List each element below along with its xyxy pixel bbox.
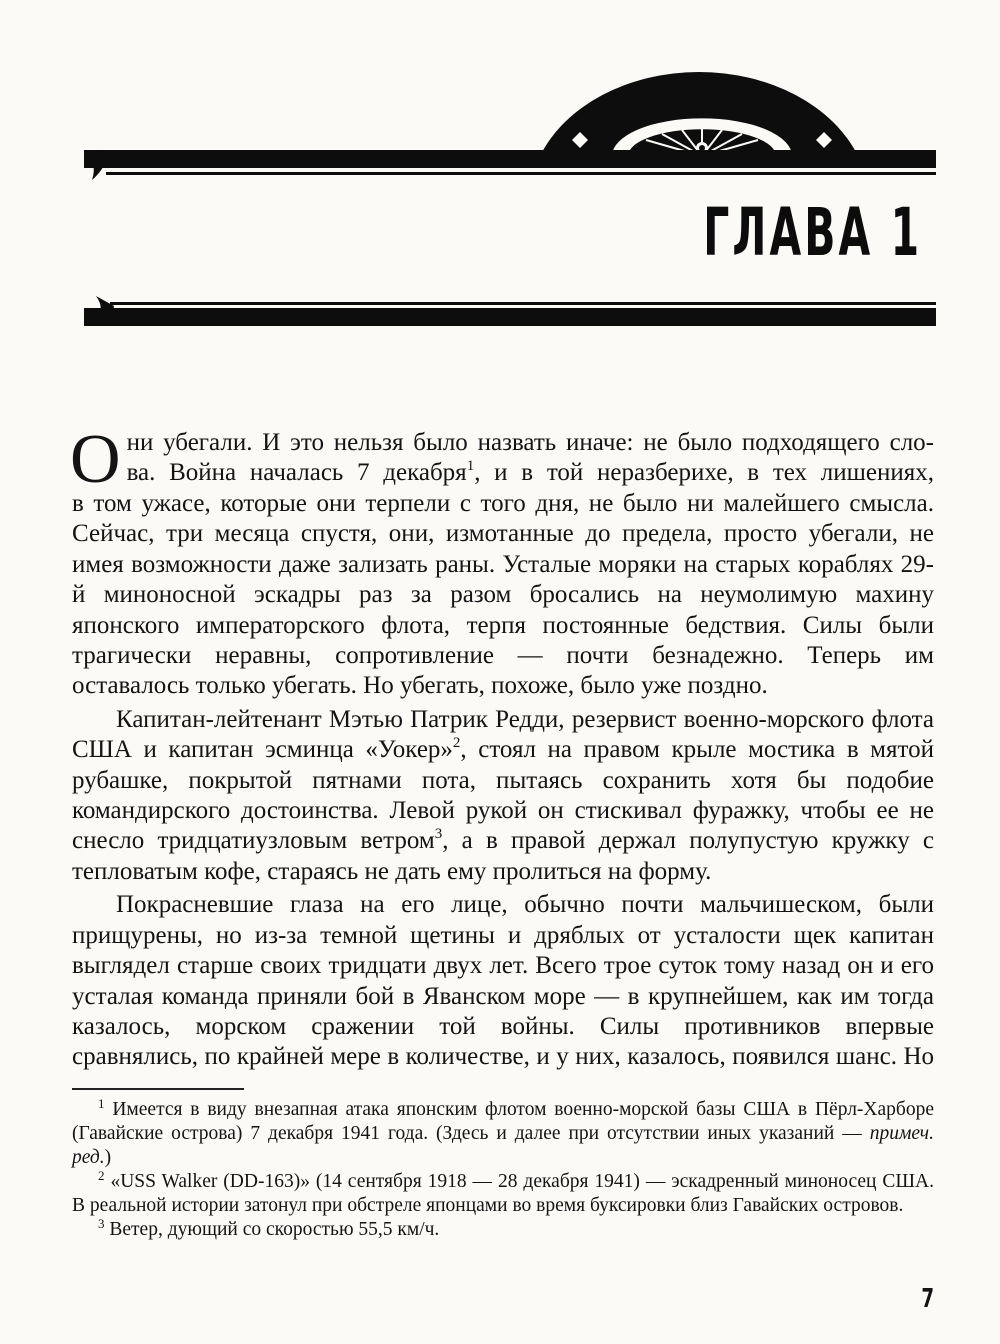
footnote-3-text: Ветер, дующий со скоростью 55,5 км/ч. [104, 1219, 440, 1240]
footnote-1-editor-note: примеч. ред. [72, 1123, 934, 1168]
chapter-title: ГЛАВА 1 [702, 194, 922, 271]
footnote-ref-3: 3 [434, 826, 443, 843]
bottom-rule-band [84, 296, 936, 326]
paragraph-1-line-2-end: , и в той неразберихе, в тех лишениях, [474, 459, 934, 487]
footnote-ref-1: 1 [466, 458, 475, 475]
top-rule-band [84, 150, 936, 180]
paragraph-1-line-2-start: ва. Война началась 7 декабря [126, 459, 467, 487]
paragraph-1 [70, 421, 934, 702]
paragraph-1-line-2 [72, 458, 934, 488]
footnotes [72, 1098, 934, 1242]
footnote-2-number: 2 [98, 1168, 105, 1183]
footnote-1-number: 1 [98, 1096, 105, 1111]
footnote-2 [72, 1170, 934, 1218]
paragraph-2-part-c: , а в правой держал полупустую кружку с тепловатым кофе, стараясь не дать ему пролиться на форму. [72, 827, 934, 885]
footnote-3 [72, 1218, 934, 1242]
fan-arc-ornament [540, 72, 858, 156]
footnote-1 [72, 1098, 934, 1170]
footnote-3-number: 3 [98, 1216, 105, 1231]
paragraph-1-line-1: ни убегали. И это нельзя было назвать иначе: не было подходящего сло- [126, 429, 934, 456]
footnote-1-text: Имеется в виду внезапная атака японским флотом военно-морской базы США в Пёрл-Харборе (Гавайские острова) 7 декабря 1941 года. (Здесь и далее при отсутствии иных указаний — [72, 1099, 934, 1144]
chapter-ornament [0, 0, 1000, 340]
paragraph-2 [72, 705, 934, 887]
footnote-divider [72, 1088, 244, 1090]
drop-cap: О [70, 421, 121, 498]
paragraph-2-part-a: Капитан-лейтенант Мэтью Патрик Редди, резервист военно-морского флота США и капитан эсминца «Уокер» [72, 705, 934, 764]
paragraph-3: Покрасневшие глаза на его лице, обычно почти мальчишеском, были прищурены, но из-за темной щетины и дряблых от усталости щек капитан выглядел старше своих тридцати двух лет. Всего трое суток тому назад он и его усталая команда приняли бой в Яванском море — в крупнейшем, как им тогда казалось, морском сражении той войны. Силы противников впервые сравнялись, по крайней мере в количестве, и у них, казалось, появился шанс. Но [72, 891, 934, 1071]
paragraph-2-part-b: , стоял на правом крыле мостика в мятой рубашке, покрытой пятнами пота, пытаясь сохранить хотя бы подобие командирского достоинства. Левой рукой он стискивал фуражку, чтобы ее не снесло тридцатиузловым ветром [72, 736, 934, 855]
footnote-2-text: «USS Walker (DD-163)» (14 сентября 1918 — 28 декабря 1941) — эскадренный миноносец США. В реальной истории затонул при обстреле японцами во время буксировки близ Гавайских островов. [72, 1171, 934, 1216]
page-number: 7 [921, 1284, 934, 1314]
footnote-ref-2: 2 [452, 735, 461, 752]
footnote-1-close: ) [104, 1147, 112, 1168]
main-text [70, 421, 934, 1073]
paragraph-1-rest: в том ужасе, которые они терпели с того дня, не было ни малейшего смысла. Сейчас, три месяца спустя, они, измотанные до предела, просто убегали, не имея возможности даже зализать раны. Усталые моряки на старых кораблях 29-й миноносной эскадры раз за разом бросались на неумолимую махину японского императорского флота, терпя постоянные бедствия. Силы были трагически неравны, сопротивление — почти безнадежно. Теперь им оставалось только убегать. Но убегать, похоже, было уже поздно. [72, 490, 934, 700]
